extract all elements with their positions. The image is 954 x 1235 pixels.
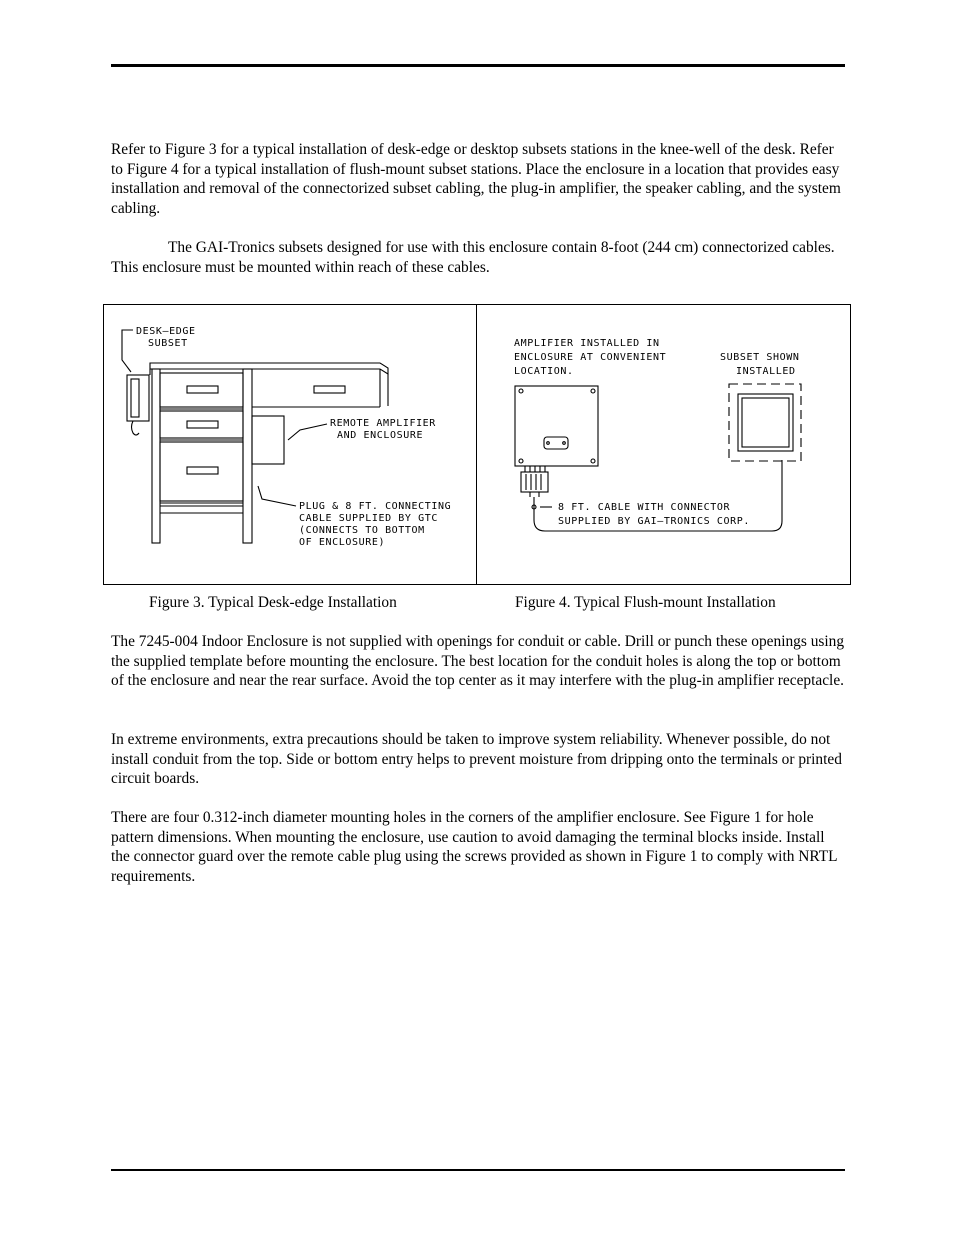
- fig4-subset-label-line2: INSTALLED: [736, 366, 796, 377]
- cable-label-line4: OF ENCLOSURE): [299, 537, 386, 548]
- amplifier-label-line2: AND ENCLOSURE: [337, 430, 424, 441]
- paragraph-installation-intro: Refer to Figure 3 for a typical installation of desk-edge or desktop subsets stations in the knee-well of the desk. Refer to Figure 4 for a typical installation of flush-mount subset stations. Place the enclosure in a location that provides easy installation and removal of the connectorized subset cabling, the plug-in amplifier, the speaker cabling, and the system cabling.: [111, 141, 841, 218]
- amplifier-label-line1: REMOTE AMPLIFIER: [330, 418, 436, 429]
- figure3-caption: Figure 3. Typical Desk-edge Installation: [149, 594, 397, 611]
- cable-label-line3: (CONNECTS TO BOTTOM: [299, 525, 425, 536]
- paragraph-cable-length: The GAI-Tronics subsets designed for use with this enclosure contain 8-foot (244 cm) connectorized cables. This enclosure must be mounted within reach of these cables.: [111, 239, 835, 276]
- remote-amplifier-enclosure: [252, 416, 284, 464]
- footer-rule: [111, 1169, 845, 1171]
- amplifier-enclosure-drawing: [515, 386, 598, 497]
- fig4-amplifier-label-line3: LOCATION.: [514, 366, 574, 377]
- fig4-cable-label-line2: SUPPLIED BY GAI–TRONICS CORP.: [558, 516, 750, 527]
- cable-leader-line: [258, 486, 296, 506]
- flush-mount-subset-drawing: [729, 384, 801, 461]
- fig4-subset-label-line1: SUBSET SHOWN: [720, 352, 800, 363]
- figure4-caption: Figure 4. Typical Flush-mount Installation: [515, 594, 776, 611]
- fig4-cable-label-line1: 8 FT. CABLE WITH CONNECTOR: [558, 502, 731, 513]
- paragraph-conduit-openings: The 7245-004 Indoor Enclosure is not supplied with openings for conduit or cable. Drill or punch these openings using the supplied template before mounting the enclosure. The best location for the conduit holes is along the top or bottom of the enclosure and near the rear surface. Avoid the top center as it may interfere with the plug-in amplifier receptacle.: [111, 633, 845, 690]
- desk-edge-subset-icon: [127, 375, 149, 435]
- paragraph-extreme-environments: In extreme environments, extra precautions should be taken to improve system reliability. Whenever possible, do not install conduit from the top. Side or bottom entry helps to prevent moisture from dripping onto the terminals or printed circuit boards.: [111, 731, 842, 788]
- fig4-amplifier-label-line2: ENCLOSURE AT CONVENIENT: [514, 352, 667, 363]
- amplifier-leader-line: [288, 424, 327, 440]
- cable-label-line2: CABLE SUPPLIED BY GTC: [299, 513, 439, 524]
- cable-label-line1: PLUG & 8 FT. CONNECTING: [299, 501, 452, 512]
- fig4-amplifier-label-line1: AMPLIFIER INSTALLED IN: [514, 338, 660, 349]
- subset-label-line1: DESK–EDGE: [136, 326, 196, 337]
- paragraph-mounting-holes: There are four 0.312-inch diameter mounting holes in the corners of the amplifier enclosure. See Figure 1 for hole pattern dimensions. When mounting the enclosure, use caution to avoid damaging the terminal blocks inside. Install the connector guard over the remote cable plug using the screws provided as shown in Figure 1 to comply with NRTL requirements.: [111, 809, 837, 886]
- subset-label-line2: SUBSET: [148, 338, 188, 349]
- subset-leader-line: [122, 330, 133, 372]
